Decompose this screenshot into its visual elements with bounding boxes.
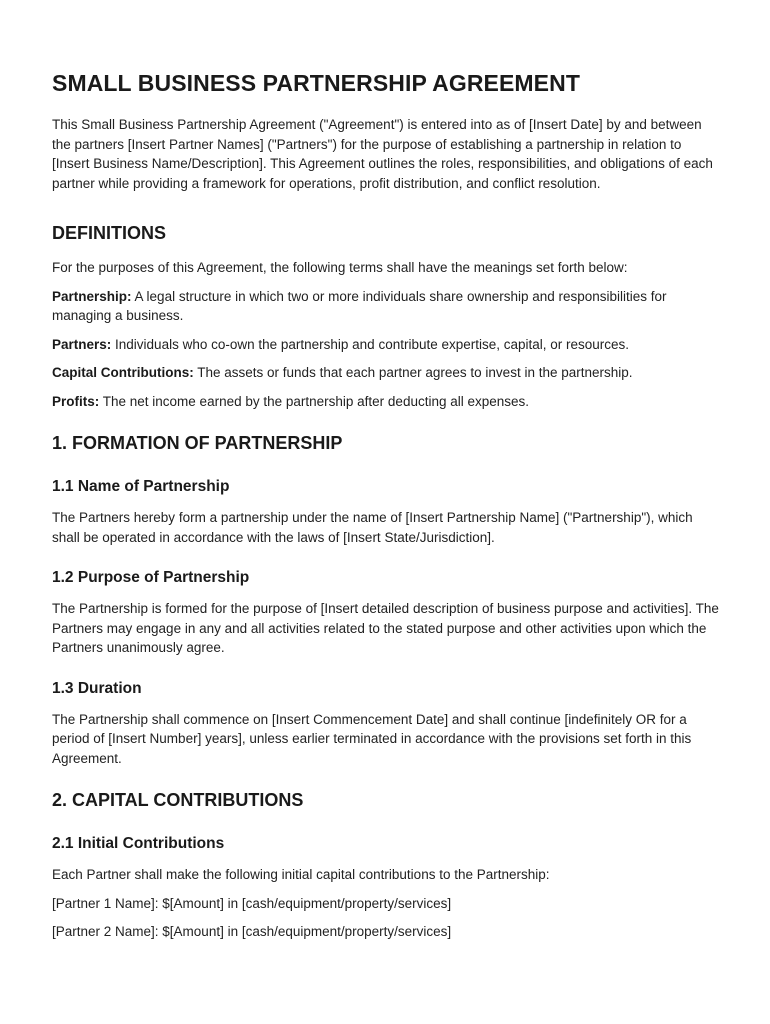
definition-item — [52, 363, 722, 383]
definitions-heading: DEFINITIONS — [52, 223, 167, 243]
definition-text: The assets or funds that each partner agrees to invest in the partnership. — [193, 365, 633, 380]
section1-heading: 1. FORMATION OF PARTNERSHIP — [52, 433, 343, 453]
definition-term: Capital Contributions: — [52, 365, 194, 380]
document-title: SMALL BUSINESS PARTNERSHIP AGREEMENT — [52, 70, 580, 96]
section1-3-text: The Partnership shall commence on [Insert Commencement Date] and shall continue [indefinitely OR for a period of [Insert Number] years], unless earlier terminated in accordance with the provisions set forth in this Agreement. — [52, 711, 692, 766]
section2-heading: 2. CAPITAL CONTRIBUTIONS — [52, 790, 304, 810]
section1-1-text: The Partners hereby form a partnership under the name of [Insert Partnership Name] ("Partnership"), which shall be operated in accordance with the laws of [Insert State/Jurisdiction]. — [52, 510, 693, 545]
section1-1-heading: 1.1 Name of Partnership — [52, 478, 230, 495]
definition-text: A legal structure in which two or more individuals share ownership and responsibilities for managing a business. — [52, 288, 667, 323]
contribution-line: [Partner 1 Name]: $[Amount] in [cash/equipment/property/services] — [52, 895, 452, 911]
contribution-line: [Partner 2 Name]: $[Amount] in [cash/equipment/property/services] — [52, 924, 452, 939]
definition-text: Individuals who co-own the partnership and contribute expertise, capital, or resources. — [111, 336, 630, 352]
definition-term: Partnership: — [52, 288, 132, 304]
document-page — [52, 70, 722, 951]
intro-paragraph: This Small Business Partnership Agreement ("Agreement") is entered into as of [Insert Date] by and between the partners [Insert Partner Names] ("Partners") for the purpose of establishing a partnership in relation to [Insert Business Name/Description]. This Agreement outlines the roles, responsibilities, and obligations of each partner while providing a framework for operations, profit distribution, and conflict resolution. — [52, 117, 713, 191]
definition-term: Profits: — [52, 393, 100, 409]
section1-2-heading: 1.2 Purpose of Partnership — [52, 569, 250, 586]
definition-text: The net income earned by the partnership after deducting all expenses. — [99, 393, 530, 409]
section1-2-text: The Partnership is formed for the purpose of [Insert detailed description of business purpose and activities]. The Partners may engage in any and all activities related to the stated purpose and other activities upon which the Partners unanimously agree. — [52, 601, 719, 655]
section1-3-heading: 1.3 Duration — [52, 679, 142, 697]
definition-item — [52, 335, 722, 355]
definition-item — [52, 392, 722, 412]
section2-1-text: Each Partner shall make the following initial capital contributions to the Partnership: — [52, 867, 550, 882]
definitions-lead: For the purposes of this Agreement, the following terms shall have the meanings set forth below: — [52, 260, 628, 275]
section2-1-heading: 2.1 Initial Contributions — [52, 835, 225, 852]
definition-item — [52, 287, 722, 326]
definition-term: Partners: — [52, 336, 112, 352]
